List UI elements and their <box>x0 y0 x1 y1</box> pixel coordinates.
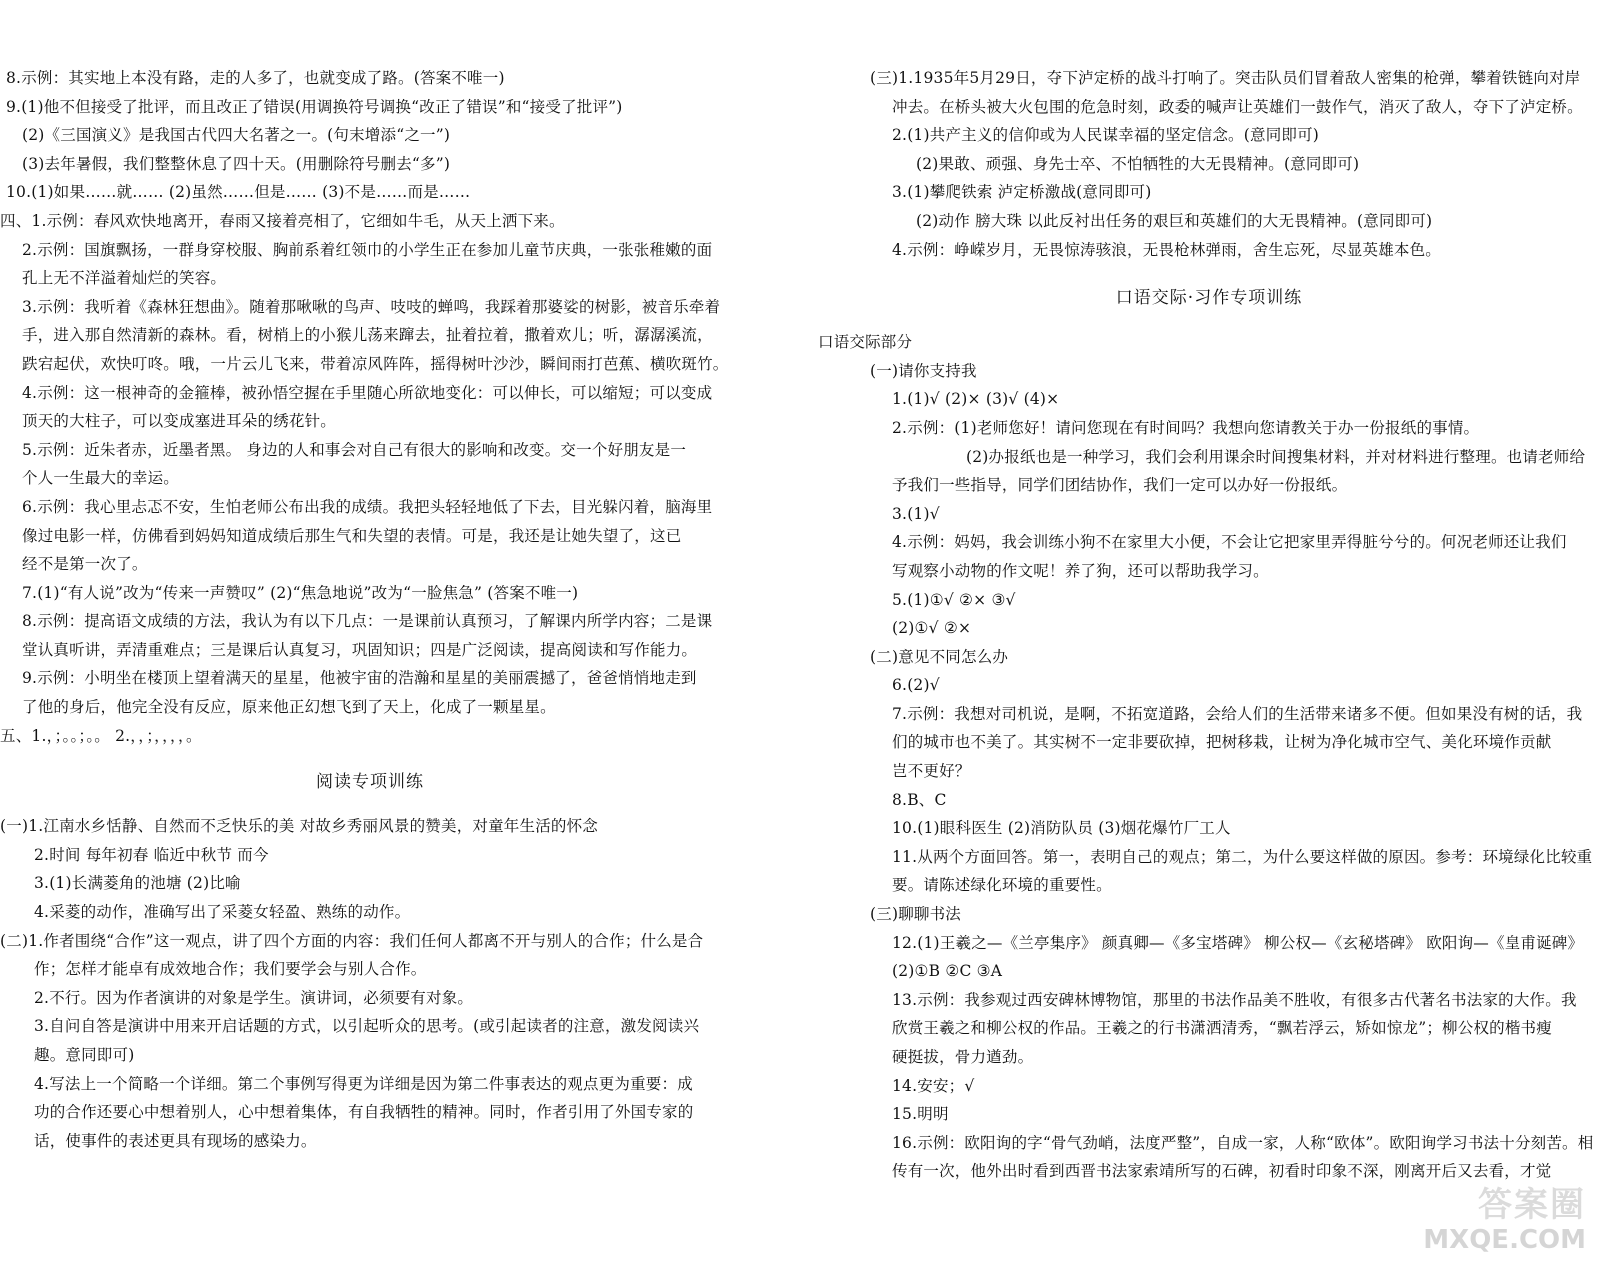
answer-line: 2.示例：国旗飘扬，一群身穿校服、胸前系着红领巾的小学生正在参加儿童节庆典，一张张稚嫩的面 <box>22 240 713 259</box>
answer-line: 11.从两个方面回答。第一，表明自己的观点；第二，为什么要这样做的原因。参考：环境绿化比较重 <box>892 847 1593 866</box>
answer-line: 四、1.示例：春风欢快地离开，春雨又接着亮相了，它细如牛毛，从天上洒下来。 <box>0 211 565 230</box>
answer-line: (2)果敢、顽强、身先士卒、不怕牺牲的大无畏精神。(意同即可) <box>916 154 1360 173</box>
answer-line: 2.时间 每年初春 临近中秋节 而今 <box>34 845 269 864</box>
answer-line: 2.示例：(1)老师您好！请问您现在有时间吗？我想向您请教关于办一份报纸的事情。 <box>892 418 1480 437</box>
answer-line: 2.(1)共产主义的信仰或为人民谋幸福的坚定信念。(意同即可) <box>892 126 1320 145</box>
answer-line: 12.(1)王羲之—《兰亭集序》 颜真卿—《多宝塔碑》 柳公权—《玄秘塔碑》 欧阳询—《皇甫诞碑》 <box>892 933 1584 952</box>
answer-line: 要。请陈述绿化环境的重要性。 <box>892 876 1112 895</box>
answer-line: 3.示例：我听着《森林狂想曲》。随着那啾啾的鸟声、吱吱的蝉鸣，我踩着那婆娑的树影，被音乐牵着 <box>22 297 721 316</box>
answer-line: (一)1.江南水乡恬静、自然而不乏快乐的美 对故乡秀丽风景的赞美，对童年生活的怀念 <box>0 817 599 836</box>
answer-line: 7.(1)“有人说”改为“传来一声赞叹” (2)“焦急地说”改为“一脸焦急” (答案不唯一) <box>22 583 579 602</box>
answer-line: 16.示例：欧阳询的字“骨气劲峭，法度严整”，自成一家，人称“欧体”。欧阳询学习书法十分刻苦。相 <box>892 1133 1594 1152</box>
answer-line: 6.示例：我心里忐忑不安，生怕老师公布出我的成绩。我把头轻轻地低了下去，目光躲闪着，脑海里 <box>22 497 713 516</box>
answer-line: 硬挺拔，骨力遒劲。 <box>892 1048 1034 1066</box>
subsection-label: (二)意见不同怎么办 <box>870 647 1009 666</box>
answer-line: 像过电影一样，仿佛看到妈妈知道成绩后那生气和失望的表情。可是，我还是让她失望了，这已 <box>22 526 682 545</box>
answer-line: 顶天的大柱子，可以变成塞进耳朵的绣花针。 <box>22 412 337 431</box>
answer-line: 15.明明 <box>892 1105 949 1124</box>
answer-line: 岂不更好？ <box>892 762 971 781</box>
answer-line: 4.写法上一个简略一个详细。第二个事例写得更为详细是因为第二件事表达的观点更为重要：成 <box>34 1074 693 1093</box>
answer-line: 经不是第一次了。 <box>22 555 148 574</box>
answer-line: 4.示例：峥嵘岁月，无畏惊涛骇浪，无畏枪林弹雨，舍生忘死，尽显英雄本色。 <box>892 240 1441 259</box>
answer-line: 8.示例：其实地上本没有路，走的人多了，也就变成了路。(答案不唯一) <box>6 69 505 87</box>
answer-line: 堂认真听讲，弄清重难点；三是课后认真复习，巩固知识；四是广泛阅读，提高阅读和写作能力。 <box>22 640 698 659</box>
watermark-logo: 答案圈 <box>1478 1185 1586 1225</box>
answer-line: 9.示例：小明坐在楼顶上望着满天的星星，他被宇宙的浩瀚和星星的美丽震撼了，爸爸悄悄地走到 <box>22 669 697 688</box>
answer-line: 10.(1)眼科医生 (2)消防队员 (3)烟花爆竹厂工人 <box>892 819 1231 838</box>
answer-line: 予我们一些指导，同学们团结协作，我们一定可以办好一份报纸。 <box>892 476 1348 495</box>
answer-line: 3.(1)长满菱角的池塘 (2)比喻 <box>34 874 241 893</box>
answer-line: (三)1.1935年5月29日，夺下泸定桥的战斗打响了。突击队员们冒着敌人密集的枪弹，攀着铁链向对岸 <box>870 69 1581 87</box>
left-column <box>0 64 740 1155</box>
answer-line: 2.不行。因为作者演讲的对象是学生。演讲词，必须要有对象。 <box>34 988 474 1007</box>
answer-line: 功的合作还要心中想着别人，心中想着集体，有自我牺牲的精神。同时，作者引用了外国专家的 <box>34 1103 694 1122</box>
answer-line: 9.(1)他不但接受了批评，而且改正了错误(用调换符号调换“改正了错误”和“接受了批评”) <box>6 97 623 116</box>
answer-line: 8.B、C <box>892 790 947 809</box>
left-answers-section <box>0 64 740 750</box>
subsection-label: (三)聊聊书法 <box>870 905 961 924</box>
answer-line: 五、1.，；。。；。。 2.，，；，，，，。 <box>0 726 202 745</box>
answer-line: 们的城市也不美了。其实树不一定非要砍掉，把树移栽，让树为净化城市空气、美化环境作贡献 <box>892 733 1552 752</box>
answer-line: 3.自问自答是演讲中用来开启话题的方式，以引起听众的思考。(或引起读者的注意，激发阅读兴 <box>34 1017 700 1036</box>
answer-line: 跌宕起伏，欢快叮咚。哦，一片云儿飞来，带着凉风阵阵，摇得树叶沙沙，瞬间雨打芭蕉、横吹斑竹。 <box>22 354 729 373</box>
answer-line: 作；怎样才能卓有成效地合作；我们要学会与别人合作。 <box>34 960 427 979</box>
section-heading-oral: 口语交际·习作专项训练 <box>1115 288 1303 309</box>
answer-line: 3.(1)√ <box>892 504 940 523</box>
answer-line: 10.(1)如果……就…… (2)虽然……但是…… (3)不是……而是…… <box>6 183 471 202</box>
section-heading-reading: 阅读专项训练 <box>316 772 424 793</box>
answer-line: 手，进入那自然清新的森林。看，树梢上的小猴儿荡来蹿去，扯着拉着，撒着欢儿；听，潺潺溪流， <box>22 326 713 345</box>
answer-line: (2)①B ②C ③A <box>892 962 1003 981</box>
right-answers-section <box>818 64 1600 264</box>
answer-line: 冲去。在桥头被大火包围的危急时刻，政委的喊声让英雄们一鼓作气，消灭了敌人，夺下了泸定桥。 <box>892 97 1583 116</box>
site-watermark <box>1336 1185 1586 1255</box>
answer-line: 4.示例：妈妈，我会训练小狗不在家里大小便，不会让它把家里弄得脏兮兮的。何况老师还让我们 <box>892 533 1567 552</box>
answer-line: 个人一生最大的幸运。 <box>22 469 180 488</box>
watermark-url: MXQE.COM <box>1423 1225 1586 1255</box>
subsection-label: 口语交际部分 <box>818 333 913 352</box>
answer-line: 趣。意同即可) <box>34 1046 135 1064</box>
answer-line: 5.示例：近朱者赤，近墨者黑。 身边的人和事会对自己有很大的影响和改变。交一个好朋友是一 <box>22 440 687 459</box>
right-column <box>818 64 1600 1186</box>
answer-line: 4.示例：这一根神奇的金箍棒，被孙悟空握在手里随心所欲地变化：可以伸长，可以缩短；可以变成 <box>22 383 713 402</box>
answer-line: (2)①√ ②× <box>892 619 972 638</box>
answer-line: (二)1.作者围绕“合作”这一观点，讲了四个方面的内容：我们任何人都离不开与别人的合作；什么是合 <box>0 931 704 950</box>
answer-line: 6.(2)√ <box>892 676 940 695</box>
answer-line: 了他的身后，他完全没有反应，原来他正幻想飞到了天上，化成了一颗星星。 <box>22 698 556 717</box>
answer-line: 7.示例：我想对司机说，是啊，不拓宽道路，会给人们的生活带来诸多不便。但如果没有树的话，我 <box>892 704 1583 723</box>
answer-line: 话，使事件的表述更具有现场的感染力。 <box>34 1131 317 1150</box>
answer-line: (3)去年暑假，我们整整休息了四十天。(用删除符号删去“多”) <box>22 154 451 173</box>
answer-line: 4.采菱的动作，准确写出了采菱女轻盈、熟练的动作。 <box>34 903 411 922</box>
answer-line: 传有一次，他外出时看到西晋书法家索靖所写的石碑，初看时印象不深，刚离开后又去看，才觉 <box>892 1162 1552 1181</box>
answer-line: 5.(1)①√ ②× ③√ <box>892 590 1016 609</box>
answer-line: 13.示例：我参观过西安碑林博物馆，那里的书法作品美不胜收，有很多古代著名书法家的大作。我 <box>892 990 1577 1009</box>
answer-line: 8.示例：提高语文成绩的方法，我认为有以下几点：一是课前认真预习，了解课内所学内容；二是课 <box>22 612 713 631</box>
answer-line: 写观察小动物的作文呢！养了狗，还可以帮助我学习。 <box>892 561 1269 580</box>
reading-answers-section <box>0 812 740 1155</box>
answer-line: 3.(1)攀爬铁索 泸定桥激战(意同即可) <box>892 183 1152 202</box>
answer-line: (2)《三国演义》是我国古代四大名著之一。(句末增添“之一”) <box>22 126 451 145</box>
oral-answers-section <box>818 328 1600 1186</box>
answer-line: (2)办报纸也是一种学习，我们会利用课余时间搜集材料，并对材料进行整理。也请老师给 <box>966 447 1586 466</box>
answer-line: 孔上无不洋溢着灿烂的笑容。 <box>22 269 227 288</box>
subsection-label: (一)请你支持我 <box>870 361 977 380</box>
answer-line: 欣赏王羲之和柳公权的作品。王羲之的行书潇洒清秀，“飘若浮云，矫如惊龙”；柳公权的楷书瘦 <box>892 1019 1552 1038</box>
answer-line: 1.(1)√ (2)× (3)√ (4)× <box>892 390 1060 409</box>
answer-line: (2)动作 膀大珠 以此反衬出任务的艰巨和英雄们的大无畏精神。(意同即可) <box>916 211 1433 230</box>
answer-line: 14.安安；√ <box>892 1076 975 1095</box>
